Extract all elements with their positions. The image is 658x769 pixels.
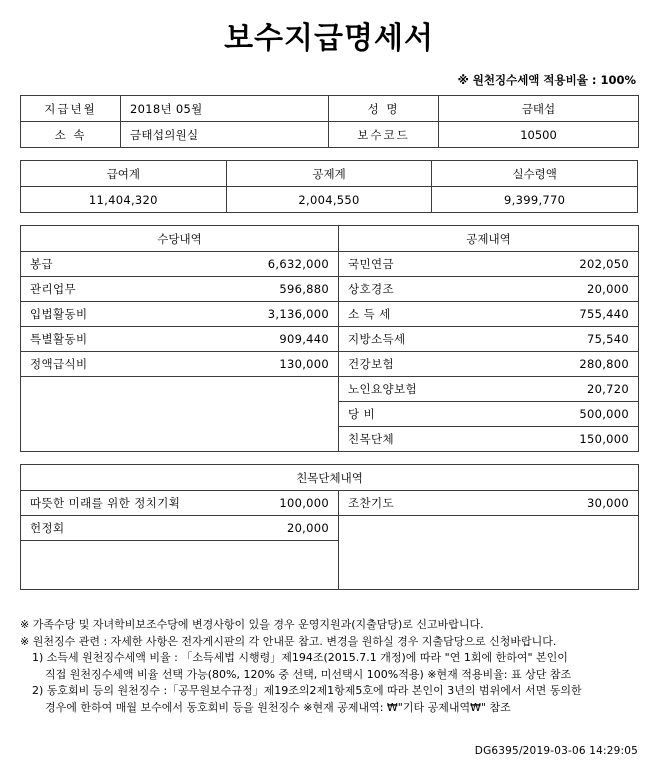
allowance-item-amount: 6,632,000 [221, 252, 339, 277]
social-left-item-name: 따뜻한 미래를 위한 정치기획 [21, 491, 221, 516]
deduction-item-name: 지방소득세 [339, 327, 519, 352]
deduction-item-name: 당 비 [339, 402, 519, 427]
pay-code-label: 보수코드 [329, 122, 439, 148]
footnote-line: 2) 동호회비 등의 원천징수 :「공무원보수규정」제19조의2제1항제5호에 따라 본인이 3년의 범위에서 서면 동의한 [32, 684, 582, 697]
allowance-section-header: 수당내역 [21, 226, 339, 252]
allowance-item-name: 특별활동비 [21, 327, 221, 352]
social-empty-cell [339, 516, 519, 541]
deduction-item-amount: 20,720 [519, 377, 639, 402]
table-row [21, 516, 639, 541]
social-group-table [20, 464, 639, 590]
spacer [20, 452, 638, 464]
table-row [21, 465, 639, 491]
table-row [21, 226, 639, 252]
allowance-item-name: 입법활동비 [21, 302, 221, 327]
table-row [21, 327, 639, 352]
employee-info-table [20, 95, 639, 148]
pay-month-label: 지급년월 [21, 96, 121, 122]
allowance-deduction-table [20, 225, 639, 452]
spacer [20, 148, 638, 160]
spacer [20, 213, 638, 225]
pay-code-value: 10500 [439, 122, 639, 148]
footnote-line: ※ 원천징수 관련 : 자세한 사항은 전자게시판의 각 안내문 참고. 변경을 원하실 경우 지출담당으로 신청바랍니다. [20, 634, 557, 648]
table-row [21, 252, 639, 277]
social-left-item-name: 헌정회 [21, 516, 221, 541]
employee-name-label: 성 명 [329, 96, 439, 122]
allowance-item-amount: 596,880 [221, 277, 339, 302]
allowance-empty-cell [21, 402, 221, 427]
deduction-item-amount: 280,800 [519, 352, 639, 377]
footnote-line: ※ 가족수당 및 자녀학비보조수당에 변경사항이 있을 경우 운영지원과(지출담당)로 신고바랍니다. [20, 618, 484, 631]
table-row [21, 161, 638, 187]
deduction-item-amount: 202,050 [519, 252, 639, 277]
gross-pay-value: 11,404,320 [21, 187, 227, 213]
table-row [21, 491, 639, 516]
allowance-item-name: 봉급 [21, 252, 221, 277]
footnote-line: 경우에 한하여 매월 보수에서 동호회비 등을 원천징수 ※현재 공제내역: ₩"기타 공제내역₩" 참조 [45, 700, 511, 714]
table-row [21, 302, 639, 327]
social-right-item-name: 조찬기도 [339, 491, 519, 516]
social-empty-amount [519, 541, 639, 566]
allowance-item-amount: 909,440 [221, 327, 339, 352]
social-empty-cell [21, 541, 221, 566]
social-empty-amount [519, 516, 639, 541]
deduction-item-name: 상호경조 [339, 277, 519, 302]
deduction-item-name: 노인요양보험 [339, 377, 519, 402]
total-deduction-value: 2,004,550 [226, 187, 432, 213]
table-row [21, 277, 639, 302]
allowance-item-amount: 3,136,000 [221, 302, 339, 327]
footnote-line: 직접 원천징수세액 비율 선택 가능(80%, 120% 중 선택, 미선택시 100%적용) ※현재 적용비율: 표 상단 참조 [45, 667, 572, 681]
allowance-empty-amount [221, 377, 339, 402]
social-left-item-amount: 20,000 [221, 516, 339, 541]
gross-pay-header: 급여계 [21, 161, 227, 187]
deduction-item-amount: 150,000 [519, 427, 639, 452]
social-empty-amount [221, 565, 339, 590]
deduction-item-name: 국민연금 [339, 252, 519, 277]
social-empty-amount [221, 541, 339, 566]
social-left-item-amount: 100,000 [221, 491, 339, 516]
table-row [21, 377, 639, 402]
footer-timestamp: DG6395/2019-03-06 14:29:05 [474, 745, 638, 757]
deduction-section-header: 공제내역 [339, 226, 639, 252]
net-pay-value: 9,399,770 [432, 187, 638, 213]
allowance-empty-cell [21, 377, 221, 402]
department-value: 금태섭의원실 [121, 122, 329, 148]
social-group-section-header: 친목단체내역 [21, 465, 639, 491]
table-row [21, 122, 639, 148]
allowance-empty-cell [21, 427, 221, 452]
deduction-item-name: 소 득 세 [339, 302, 519, 327]
table-row [21, 565, 639, 590]
table-row [21, 96, 639, 122]
allowance-empty-amount [221, 427, 339, 452]
deduction-item-amount: 755,440 [519, 302, 639, 327]
net-pay-header: 실수령액 [432, 161, 638, 187]
page-title: 보수지급명세서 [224, 21, 434, 56]
allowance-item-name: 관리업무 [21, 277, 221, 302]
withholding-rate-note: ※ 원천징수세액 적용비율 : 100% [457, 73, 636, 87]
allowance-empty-amount [221, 402, 339, 427]
deduction-item-amount: 500,000 [519, 402, 639, 427]
deduction-item-name: 친목단체 [339, 427, 519, 452]
social-empty-cell [21, 565, 221, 590]
table-row [21, 187, 638, 213]
employee-name-value: 금태섭 [439, 96, 639, 122]
social-empty-amount [519, 565, 639, 590]
allowance-item-amount: 130,000 [221, 352, 339, 377]
social-empty-cell [339, 541, 519, 566]
table-row [21, 427, 639, 452]
table-row [21, 402, 639, 427]
social-right-item-amount: 30,000 [519, 491, 639, 516]
footnotes [20, 617, 638, 716]
deduction-item-name: 건강보험 [339, 352, 519, 377]
deduction-item-amount: 75,540 [519, 327, 639, 352]
social-empty-cell [339, 565, 519, 590]
summary-table [20, 160, 638, 213]
table-row [21, 352, 639, 377]
deduction-item-amount: 20,000 [519, 277, 639, 302]
table-row [21, 541, 639, 566]
footnote-line: 1) 소득세 원천징수세액 비율 : 「소득세법 시행령」제194조(2015.7.1 개정)에 따라 "연 1회에 한하여" 본인이 [32, 651, 568, 664]
allowance-item-name: 정액급식비 [21, 352, 221, 377]
total-deduction-header: 공제계 [226, 161, 432, 187]
department-label: 소 속 [21, 122, 121, 148]
pay-month-value: 2018년 05월 [121, 96, 329, 122]
